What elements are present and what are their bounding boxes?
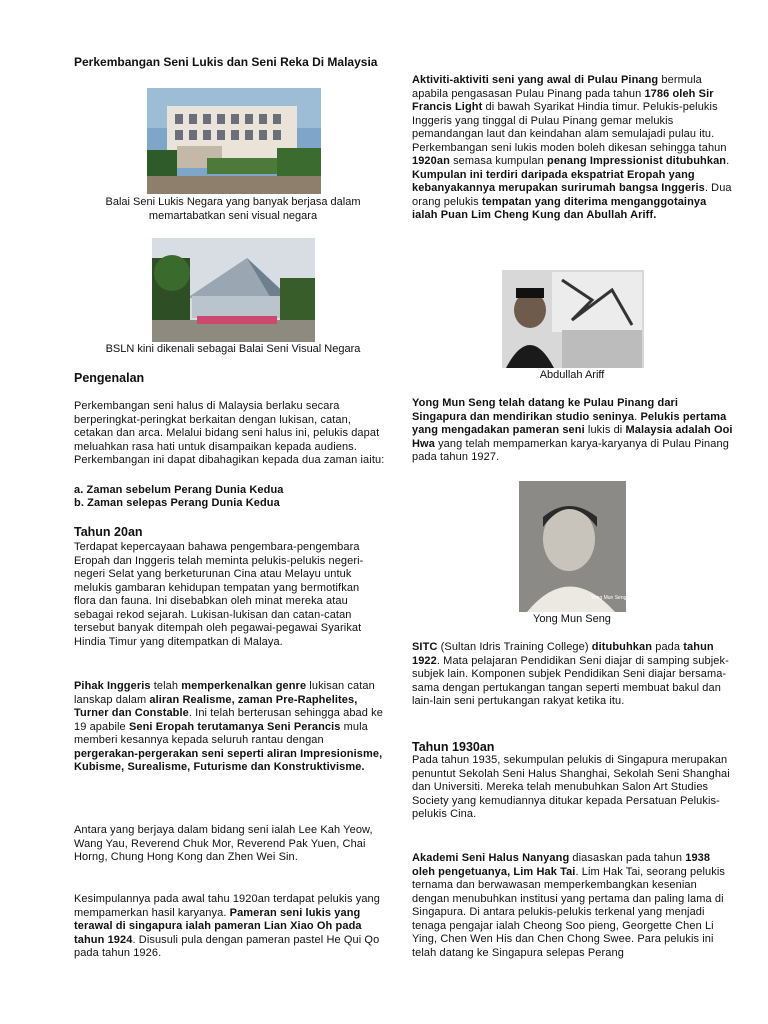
photo-overlay-text: Yong Mun Seng (1896-1962) xyxy=(591,595,656,601)
paragraph-sitc xyxy=(412,641,734,709)
text-run: telah xyxy=(150,680,182,692)
document-title: Perkembangan Seni Lukis dan Seni Reka Di Malaysia xyxy=(74,55,378,69)
text-run: bermula apabila pengasasan Pulau Pinang pada tahun xyxy=(412,74,702,100)
zaman-item-b: b. Zaman selepas Perang Dunia Kedua xyxy=(74,497,280,509)
zaman-item-a: a. Zaman sebelum Perang Dunia Kedua xyxy=(74,484,284,496)
text-run: mula memberi kesannya kepada seluruh rantau dengan xyxy=(74,720,368,746)
bold-text-run: ditubuhkan xyxy=(591,641,653,653)
text-run: semasa kumpulan xyxy=(449,155,548,167)
bold-text-run: pergerakan-pergerakan seni seperti aliran Impresionisme, Kubisme, Surealisme, Futurisme dan Konstruktivisme. xyxy=(74,747,383,773)
text-run: . Disusuli pula dengan pameran pastel He Qui Qo pada tahun 1926. xyxy=(74,933,380,959)
text-run: . xyxy=(726,155,730,167)
bold-text-run: memperkenalkan genre xyxy=(181,680,307,692)
bold-text-run: Kumpulan ini terdiri daripada ekspatriat Eropah yang kebanyakannya merupakan surirumah bangsa Inggeris xyxy=(412,168,705,194)
bold-text-run: Aktiviti-aktiviti seni yang awal di Pulau Pinang xyxy=(412,74,659,86)
section-heading-tahun-20an: Tahun 20an xyxy=(74,525,143,539)
bold-text-run: 1786 oleh Sir Francis Light xyxy=(412,87,714,113)
text-run: Kesimpulannya pada awal tahu 1920an terdapat pelukis yang mempamerkan hasil karyanya. xyxy=(74,893,380,919)
bold-text-run: penang Impressionist ditubuhkan xyxy=(547,155,727,167)
bold-text-run: Pihak Inggeris xyxy=(74,680,151,692)
photo-caption: BSLN kini dikenali sebagai Balai Seni Visual Negara xyxy=(105,343,361,355)
photo-caption: Balai Seni Lukis Negara yang banyak berjasa dalam memartabatkan seni visual negara xyxy=(105,196,361,222)
paragraph-yong-mun-seng xyxy=(412,397,734,465)
text-run: . Ini telah berterusan sehingga abad ke 19 apabile xyxy=(74,707,383,733)
balai-seni-lukis-photo xyxy=(147,88,321,194)
text-run: yang telah mempamerkan karya-karyanya di Pulau Pinang pada tahun 1927. xyxy=(412,437,729,463)
text-run: . Mata pelajaran Pendidikan Seni diajar di samping subjek-subjek lain. Komponen subjek Pendidikan Seni diajar bersama-sama dengan pertukangan tangan seperti membuat bakul dan lain-lain seni pertukangan rakyat ketika itu. xyxy=(412,654,729,707)
text-run: pada xyxy=(652,641,684,653)
bold-text-run: Pameran seni lukis yang terawal di singapura ialah pameran Lian Xiao Oh pada tahun 1924 xyxy=(74,906,362,946)
text-run: lukis di xyxy=(584,424,626,436)
bold-text-run: 1938 oleh pengetuanya, Lim Hak Tai xyxy=(412,852,711,878)
paragraph-pengenalan: Perkembangan seni halus di Malaysia berlaku secara berperingkat-peringkat berkaitan dengan lukisan, catan, cetakan dan arca. Melalui bidang seni halus ini, pelukis dapat meluahkan rasa hati untuk disampaikan kepada audiens. Perkembangan ini dapat dibahagikan kepada dua zaman iaitu: xyxy=(74,400,385,466)
bold-text-run: 1920an xyxy=(412,155,450,167)
bslv-building-photo xyxy=(152,238,315,342)
bold-text-run: Pelukis pertama yang mengadakan pameran seni xyxy=(412,410,727,436)
bold-text-run: tempatan yang diterima menganggotainya ialah Puan Lim Cheng Kung dan Abullah Ariff. xyxy=(412,195,707,221)
abdullah-ariff-photo xyxy=(502,270,644,368)
photo-caption: Abdullah Ariff xyxy=(539,369,605,381)
bold-text-run: aliran Realisme, zaman Pre-Raphelites, Turner dan Constable xyxy=(74,693,358,719)
text-run: . Lim Hak Tai, seorang pelukis ternama dan berwawasan memperkembangkan kesenian dengan menubuhkan institusi yang pertama dan paling lama di Singapura. Di antara pelukis-pelukis terkenal yang menjadi tenaga pengajar ialah Cheong Soo pieng, Georgette Chen Li Ying, Chen Wen His dan Chen Chong Swee. Para pelukis ini telah datang ke Singapura selepas Perang xyxy=(412,865,725,959)
bold-text-run: SITC xyxy=(412,641,438,653)
paragraph-tahun-1930an: Pada tahun 1935, sekumpulan pelukis di Singapura merupakan penuntut Sekolah Seni Halus Shanghai, Sekolah Seni Shanghai dan Universiti. Mereka telah menubuhkan Salon Art Studies Society yang kemudiannya ditukar kepada Persatuan Pelukis-pelukis Cina. xyxy=(412,754,730,820)
text-run: di bawah Syarikat Hindia timur. Pelukis-pelukis Inggeris yang tinggal di Pulau Pinang gemar melukis pemandangan laut dan keindahan alam semulajadi pulau itu. Perkembangan seni lukis moden boleh dikesan sehingga tahun xyxy=(412,101,727,154)
paragraph-tahun-20an: Terdapat kepercayaan bahawa pengembara-pengembara Eropah dan Inggeris telah meminta pelukis-pelukis negeri-negeri Selat yang berketurunan Cina atau Melayu untuk melukis gambaran kehidupan tempatan yang bermotifkan flora dan fauna. Ini disebabkan oleh minat mereka atau sebagai rekod sejarah. Lukisan-lukisan dan catan-catan tersebut banyak ditempah oleh pegawai-pegawai Syarikat Hindia Timur yang ditempatkan di Malaya. xyxy=(74,541,364,648)
bold-text-run: tahun 1922 xyxy=(412,641,714,667)
text-run: . Dua orang pelukis xyxy=(412,182,732,208)
bold-text-run: Seni Eropah terutamanya Seni Perancis xyxy=(128,720,341,733)
yong-mun-seng-photo xyxy=(519,481,656,612)
text-run: . xyxy=(634,410,641,423)
paragraph-kesimpulannya xyxy=(74,893,390,961)
paragraph-antara-yang-berjaya: Antara yang berjaya dalam bidang seni ialah Lee Kah Yeow, Wang Yau, Reverend Chuk Mor, Reverend Pak Yuen, Chai Horng, Chung Hong Kong dan Zhen Wei Sin. xyxy=(74,824,373,863)
photo-caption: Yong Mun Seng xyxy=(533,613,611,625)
section-heading-pengenalan: Pengenalan xyxy=(74,371,145,385)
section-heading-tahun-1930an: Tahun 1930an xyxy=(412,740,495,754)
paragraph-akademi-nanyang xyxy=(412,852,734,960)
text-run: (Sultan Idris Training College) xyxy=(437,641,592,653)
paragraph-aktiviti-seni xyxy=(412,74,734,223)
text-run: diasaskan pada tahun xyxy=(569,852,686,864)
text-run: lukisan catan lanskap dalam xyxy=(74,680,375,706)
paragraph-pihak-inggeris xyxy=(74,680,390,775)
bold-text-run: Akademi Seni Halus Nanyang xyxy=(412,852,570,864)
bold-text-run: Yong Mun Seng telah datang ke Pulau Pinang dari Singapura dan mendirikan studio seninya xyxy=(412,397,679,423)
bold-text-run: Malaysia adalah Ooi Hwa xyxy=(412,424,733,450)
